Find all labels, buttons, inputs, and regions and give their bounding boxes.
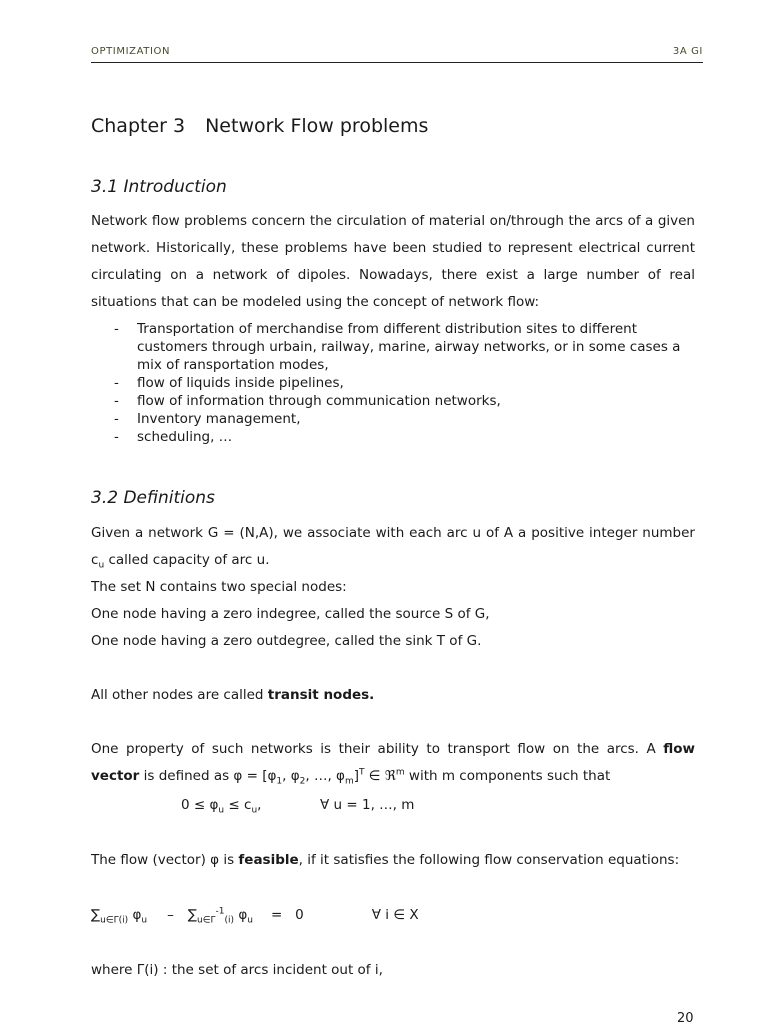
header-course: 3A GI (672, 46, 703, 57)
conservation-equation: $\sum_{u\in\Gamma(i)}$ $\varphi_u - \sum_{u\in\Gamma}^{-1}_{(i)}$ $\varphi_u = 0$ ∀ i ∈ X (91, 906, 419, 926)
bullet-dash: - (114, 393, 119, 409)
section-heading-definitions: 3.2 Definitions (91, 488, 215, 508)
definition-sink: One node having a zero outdegree, called the sink T of G. (91, 633, 482, 649)
running-header (91, 46, 703, 63)
application-list (91, 320, 691, 446)
bullet-dash: - (114, 429, 119, 445)
section-heading-introduction: 3.1 Introduction (91, 177, 227, 197)
definition-special-nodes: The set N contains two special nodes: (91, 579, 347, 595)
chapter-title (91, 115, 428, 137)
definition-paragraph-network: Given a network G = (N,A), we associate with each arc u of A a positive integer number $c_u$ called capacity of arc u. (91, 525, 695, 571)
list-item: - scheduling, … (114, 429, 233, 445)
definition-gamma: where Γ(i) : the set of arcs incident out of i, (91, 962, 383, 978)
page-number: 20 (677, 1011, 694, 1026)
list-item: - flow of information through communication networks, (114, 393, 501, 409)
definition-transit-nodes: All other nodes are called transit nodes. (91, 687, 375, 703)
list-item: - Transportation of merchandise from different distribution sites to different customers through urbain, railway, marine, airway networks, or in some cases a mix of ransportation modes, (114, 321, 681, 373)
chapter-name: Network Flow problems (205, 115, 429, 137)
definition-flow-vector: One property of such networks is their ability to transport flow on the arcs. A flow vector is defined as $\varphi = [\varphi_1$, $\varphi_2$, …, $\varphi_m]^T$ ∈ ℜ$^m$ with m components such that (91, 741, 695, 787)
bullet-dash: - (114, 321, 119, 337)
chapter-number: Chapter 3 (91, 115, 186, 137)
list-item: - flow of liquids inside pipelines, (114, 375, 344, 391)
definition-feasible-flow: The flow (vector) φ is feasible, if it satisfies the following flow conservation equations: (91, 852, 680, 868)
bullet-dash: - (114, 375, 119, 391)
definition-source: One node having a zero indegree, called the source S of G, (91, 606, 490, 622)
capacity-constraint: $0 \le \varphi_u \le c_u$, (181, 797, 262, 816)
header-title: OPTIMIZATION (91, 46, 171, 57)
capacity-constraint-quantifier: ∀ u = 1, …, m (320, 797, 415, 813)
bullet-dash: - (114, 411, 119, 427)
list-item: - Inventory management, (114, 411, 301, 427)
intro-paragraph: Network flow problems concern the circulation of material on/through the arcs of a given network. Historically, these problems have been studied to represent electrical current circulating on a network of dipoles. Nowadays, there exist a large number of real situations that can be modeled using the concept of network flow: (91, 213, 695, 310)
